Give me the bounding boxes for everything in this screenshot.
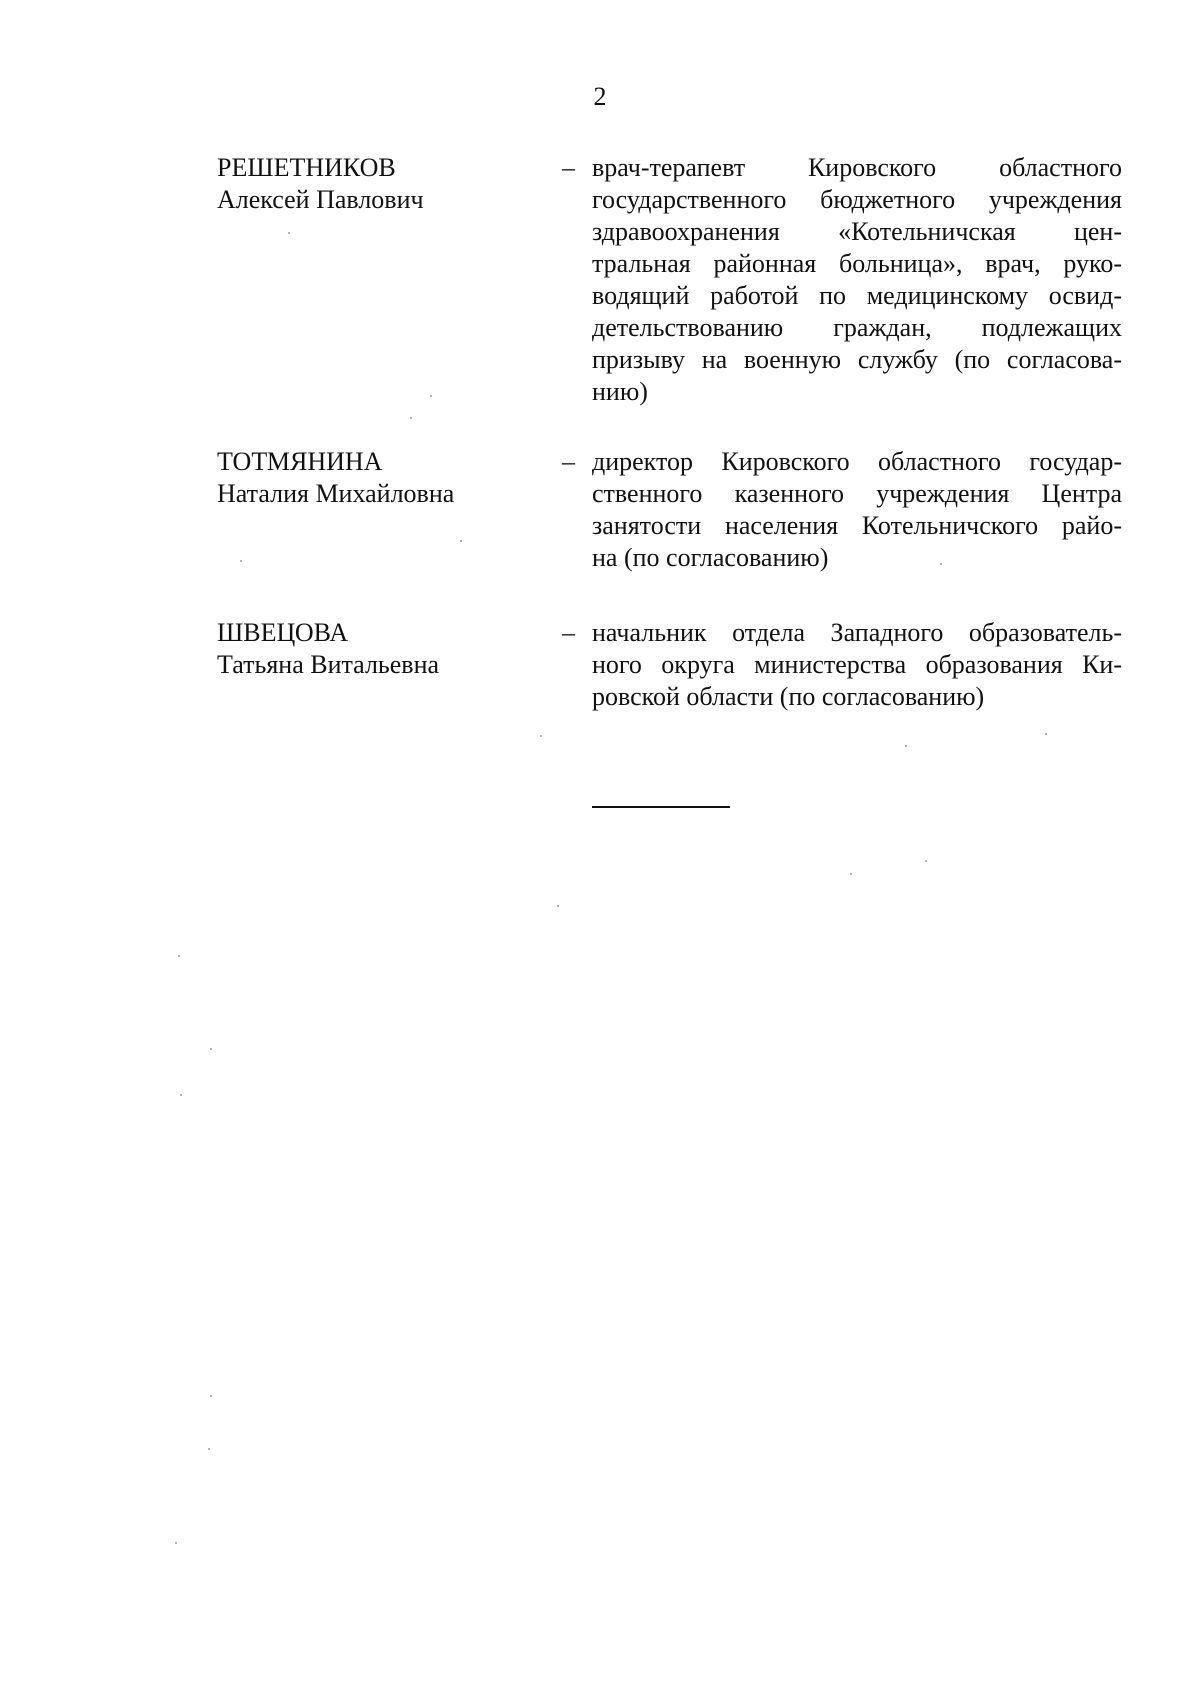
entry-dash: – — [562, 618, 575, 647]
role-line: нию) — [592, 377, 648, 406]
role-line: детельствованию граждан, подлежащих — [592, 313, 1122, 342]
member-given-names: Алексей Павлович — [217, 185, 424, 214]
role-line: начальник отдела Западного образователь- — [592, 618, 1122, 647]
role-line: призыву на военную службу (по согласова- — [592, 345, 1122, 374]
member-given-names: Татьяна Витальевна — [217, 650, 440, 679]
entry-dash: – — [562, 447, 575, 476]
role-line: ственного казенного учреждения Центра — [592, 479, 1122, 508]
member-surname: ТОТМЯНИНА — [217, 447, 383, 476]
member-role — [592, 617, 1122, 713]
entry-dash: – — [562, 153, 575, 182]
closing-rule — [592, 806, 730, 808]
member-given-names: Наталия Михайловна — [217, 479, 455, 508]
member-name — [217, 446, 547, 510]
member-role — [592, 446, 1122, 574]
page-number: 2 — [593, 82, 607, 111]
member-name — [217, 617, 547, 681]
role-line: здравоохранения «Котельничская цен- — [592, 217, 1122, 246]
member-role — [592, 152, 1122, 408]
role-line: на (по согласованию) — [592, 543, 829, 572]
member-surname: ШВЕЦОВА — [217, 618, 349, 647]
role-line: врач-терапевт Кировского областного — [592, 153, 1122, 182]
role-line: тральная районная больница», врач, руко- — [592, 249, 1122, 278]
role-line: ровской области (по согласованию) — [592, 682, 985, 711]
role-line: ного округа министерства образования Ки- — [592, 650, 1122, 679]
role-line: директор Кировского областного государ- — [592, 447, 1122, 476]
member-surname: РЕШЕТНИКОВ — [217, 153, 396, 182]
member-name — [217, 152, 547, 216]
role-line: занятости населения Котельничского райо- — [592, 511, 1122, 540]
role-line: водящий работой по медицинскому освид- — [592, 281, 1122, 310]
role-line: государственного бюджетного учреждения — [592, 185, 1122, 214]
